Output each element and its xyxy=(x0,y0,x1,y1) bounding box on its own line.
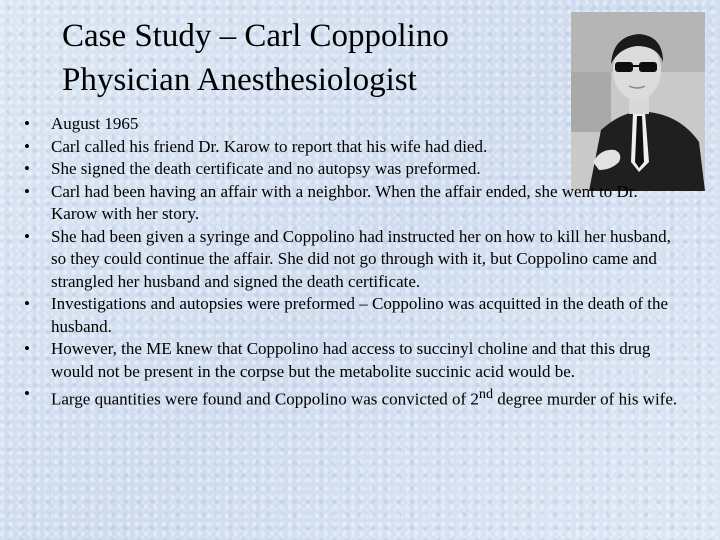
list-item xyxy=(0,136,720,159)
slide-title-line-2: Physician Anesthesiologist xyxy=(62,62,417,98)
list-item-text: She had been given a syringe and Coppolino had instructed her on how to kill her husband, so they could continue the affair. She did not go through with it, but Coppolino came and strangled her husband and signed the death certificate. xyxy=(51,226,671,291)
list-item-text: However, the ME knew that Coppolino had access to succinyl choline and that this drug would not be present in the corpse but the metabolite succinic acid would be. xyxy=(51,339,651,381)
slide-title-line-1: Case Study – Carl Coppolino xyxy=(62,18,449,54)
list-item-text: Investigations and autopsies were preformed – Coppolino was acquitted in the death of the husband. xyxy=(51,294,669,336)
bullet-dot: • xyxy=(24,159,30,178)
list-item xyxy=(0,383,720,411)
bullet-dot: • xyxy=(24,114,30,133)
list-item xyxy=(0,181,720,226)
slide-title xyxy=(62,14,562,102)
list-item-text: August 1965 xyxy=(51,114,139,133)
list-item-text: She signed the death certificate and no autopsy was preformed. xyxy=(51,159,481,178)
list-item-text: Carl had been having an affair with a neighbor. When the affair ended, she went to Dr. Karow with her story. xyxy=(51,181,638,223)
list-item xyxy=(0,113,720,136)
bullet-list xyxy=(0,113,720,411)
bullet-dot: • xyxy=(24,384,30,403)
list-item-text-continued: degree murder of his wife. xyxy=(493,389,678,409)
list-item xyxy=(0,226,720,294)
list-item-text: Carl called his friend Dr. Karow to report that his wife had died. xyxy=(51,136,488,156)
bullet-dot: • xyxy=(24,136,30,156)
bullet-dot: • xyxy=(24,226,30,246)
list-item xyxy=(0,338,720,383)
list-item xyxy=(0,293,720,338)
list-item xyxy=(0,158,720,181)
bullet-dot: • xyxy=(24,294,30,313)
bullet-dot: • xyxy=(24,181,30,201)
list-item-text: Large quantities were found and Coppolino was convicted of 2 xyxy=(51,389,479,409)
superscript-ordinal: nd xyxy=(478,386,494,402)
bullet-dot: • xyxy=(24,339,30,358)
